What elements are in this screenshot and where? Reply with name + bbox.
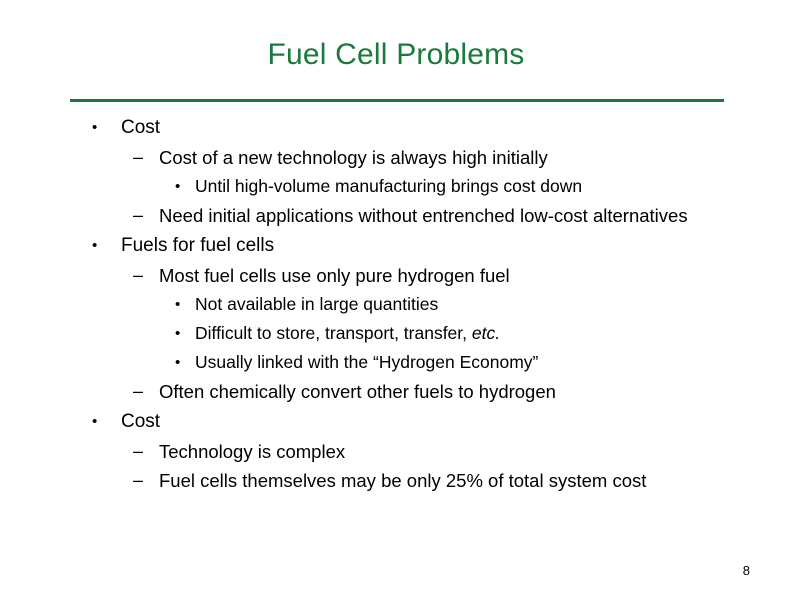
bullet-marker: • (175, 354, 181, 371)
bullet-marker: • (92, 237, 98, 254)
list-item-text: Often chemically convert other fuels to hydrogen (159, 381, 556, 402)
bullet-marker: • (92, 119, 98, 136)
list-item (133, 377, 750, 406)
list-item (133, 143, 750, 172)
bullet-marker: • (175, 325, 181, 342)
bullet-marker: – (133, 205, 144, 225)
list-item-text: Need initial applications without entrenched low-cost alternatives (159, 205, 688, 226)
list-item-text: Fuels for fuel cells (121, 235, 275, 256)
list-item-text: Usually linked with the “Hydrogen Economy” (195, 352, 539, 372)
list-item-text: Most fuel cells use only pure hydrogen fuel (159, 265, 510, 286)
list-item-text (195, 319, 750, 348)
list-item (92, 406, 750, 437)
list-item (133, 437, 750, 466)
list-item-text-emphasis: etc. (471, 323, 501, 343)
list-item-text: Technology is complex (159, 441, 346, 462)
title-divider (70, 99, 724, 102)
list-item-text: Cost of a new technology is always high initially (159, 147, 548, 168)
list-item-text: Cost (121, 117, 161, 138)
list-item (175, 319, 750, 348)
bullet-marker: – (133, 147, 144, 167)
list-item (175, 348, 750, 377)
slide-body (70, 112, 750, 495)
bullet-marker: – (133, 265, 144, 285)
list-item-text: Not available in large quantities (195, 294, 439, 314)
list-item-text: Fuel cells themselves may be only 25% of total system cost (159, 470, 647, 491)
bullet-marker: – (133, 381, 144, 401)
list-item (175, 290, 750, 319)
bullet-marker: • (92, 413, 98, 430)
list-item (133, 466, 750, 495)
bullet-marker: – (133, 470, 144, 490)
list-item (92, 112, 750, 143)
list-item (92, 230, 750, 261)
bullet-marker: • (175, 296, 181, 313)
list-item (175, 172, 750, 201)
list-item (133, 261, 750, 290)
list-item-text: Until high-volume manufacturing brings cost down (195, 176, 583, 196)
page-title: Fuel Cell Problems (267, 38, 525, 71)
bullet-marker: • (175, 178, 181, 195)
page-number: 8 (742, 563, 750, 578)
list-item-text-plain: Difficult to store, transport, transfer, (195, 323, 472, 343)
list-item (133, 201, 750, 230)
list-item-text: Cost (121, 411, 161, 432)
bullet-marker: – (133, 441, 144, 461)
